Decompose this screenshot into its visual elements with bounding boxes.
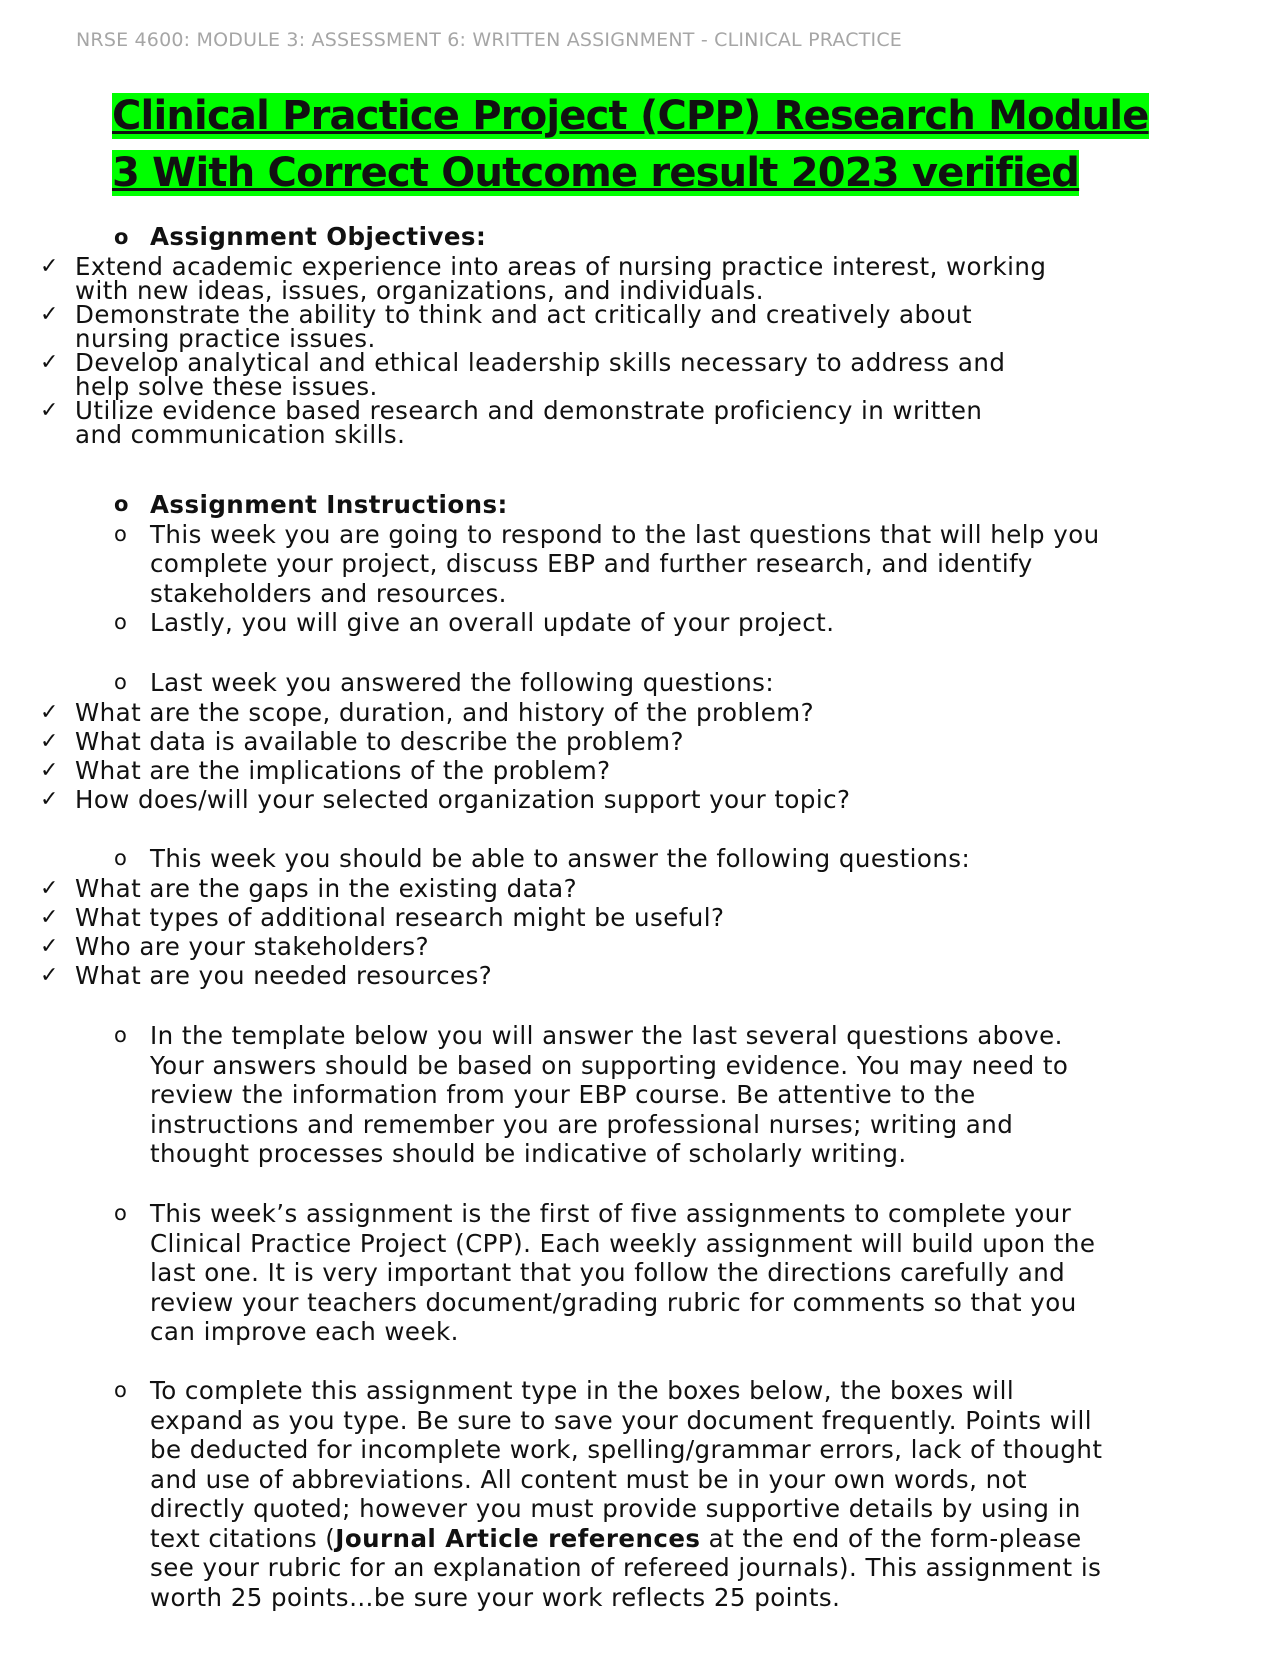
instruction-item: o Lastly, you will give an overall update of your project. <box>114 608 835 637</box>
checkmark-icon: ✓ <box>40 757 59 783</box>
checkmark-icon: ✓ <box>40 350 59 375</box>
instructions-heading: Assignment Instructions: <box>150 490 508 519</box>
this-week-intro-item <box>0 844 1280 874</box>
objective-item <box>0 396 1280 449</box>
paragraph-item: o To complete this assignment type in the boxes below, the boxes will expand as you type. Be sure to save your document frequently. Points will be deducted for incomplete work, spelling/grammar errors, lack of thought and use of abbreviations. All content must be in your own words, not directly quoted; however you must provide supportive details by using in text citations (Journal Article references at the end of the form-please see your rubric for an explanation of refereed journals). This assignment is worth 25 points…be sure your work reflects 25 points. <box>114 1376 1103 1612</box>
journal-references-emphasis: Journal Article references <box>335 1523 701 1553</box>
bullet-marker: o <box>114 1023 128 1047</box>
objectives-list <box>0 252 1280 449</box>
paragraph-item: o In the template below you will answer the last several questions above. Your answers should be based on supporting evidence. You may need to review the information from your EBP course. Be attentive to the instructions and remember you are professional nurses; writing and thought processes should be indicative of scholarly writing. <box>114 1021 1069 1168</box>
bullet-marker: o <box>114 1378 128 1402</box>
checkmark-icon: ✓ <box>40 904 59 930</box>
instructions-heading-item <box>0 490 1280 520</box>
document-title <box>112 88 1202 202</box>
objective-line: Demonstrate the ability to think and act critically and creatively about <box>75 300 972 329</box>
this-week-intro: This week you should be able to answer the following questions: <box>150 844 971 873</box>
bullet-marker: o <box>114 225 129 249</box>
checkmark-icon: ✓ <box>40 699 59 725</box>
objectives-section <box>0 224 1280 250</box>
title-line-2: 3 With Correct Outcome result 2023 verified <box>112 150 1080 196</box>
question-item: ✓ What types of additional research might be useful? <box>40 902 725 932</box>
last-week-intro: Last week you answered the following questions: <box>150 668 775 697</box>
objective-line: and communication skills. <box>75 420 406 449</box>
last-week-intro-item <box>0 668 1280 698</box>
objective-line: Develop analytical and ethical leadership skills necessary to address and <box>75 348 1006 377</box>
checkmark-icon: ✓ <box>40 875 59 901</box>
cpp-paragraph <box>0 1199 1280 1347</box>
instructions-section <box>0 490 1280 638</box>
question-item: ✓ What are the gaps in the existing data? <box>40 873 578 903</box>
checkmark-icon: ✓ <box>40 302 59 327</box>
question-item: ✓ What data is available to describe the problem? <box>40 726 684 756</box>
title-line-1: Clinical Practice Project (CPP) Research Module <box>112 93 1149 139</box>
bullet-marker: o <box>114 610 128 634</box>
paragraph-item: o This week’s assignment is the first of five assignments to complete your Clinical Practice Project (CPP). Each weekly assignment will build upon the last one. It is very important that you follow the directions carefully and review your teachers document/grading rubric for comments so that you can improve each week. <box>114 1199 1096 1346</box>
checkmark-icon: ✓ <box>40 786 59 812</box>
objective-line: nursing practice issues. <box>75 324 376 353</box>
objective-line: Extend academic experience into areas of nursing practice interest, working <box>75 252 1047 281</box>
question-item: ✓ What are you needed resources? <box>40 960 493 990</box>
objective-line: with new ideas, issues, organizations, and individuals. <box>75 276 765 305</box>
checkmark-icon: ✓ <box>40 728 59 754</box>
checkmark-icon: ✓ <box>40 398 59 423</box>
last-week-section <box>0 668 1280 814</box>
bullet-marker: o <box>114 521 128 546</box>
question-item: ✓ How does/will your selected organization support your topic? <box>40 784 851 814</box>
checkmark-icon: ✓ <box>40 254 59 279</box>
bullet-marker: o <box>114 670 128 694</box>
complete-paragraph <box>0 1376 1280 1612</box>
this-week-section <box>0 844 1280 990</box>
template-paragraph <box>0 1021 1280 1169</box>
objective-line: Utilize evidence based research and demonstrate proficiency in written <box>75 396 983 425</box>
question-item: ✓ Who are your stakeholders? <box>40 931 430 961</box>
page-header: NRSE 4600: MODULE 3: ASSESSMENT 6: WRITTEN ASSIGNMENT - CLINICAL PRACTICE <box>76 29 902 51</box>
instruction-item: o This week you are going to respond to the last questions that will help you complete your project, discuss EBP and further research, and identify stakeholders and resources. <box>114 519 1100 608</box>
objectives-heading-item <box>0 224 1280 250</box>
objective-item <box>0 348 1280 401</box>
bullet-marker: o <box>114 492 129 516</box>
checkmark-icon: ✓ <box>40 962 59 988</box>
objective-item <box>0 252 1280 305</box>
objective-line: help solve these issues. <box>75 372 378 401</box>
bullet-marker: o <box>114 846 128 870</box>
bullet-marker: o <box>114 1201 128 1225</box>
objective-item <box>0 300 1280 353</box>
question-item: ✓ What are the implications of the problem? <box>40 755 611 785</box>
objectives-heading: Assignment Objectives: <box>150 222 487 251</box>
question-item: ✓ What are the scope, duration, and history of the problem? <box>40 697 815 727</box>
checkmark-icon: ✓ <box>40 933 59 959</box>
